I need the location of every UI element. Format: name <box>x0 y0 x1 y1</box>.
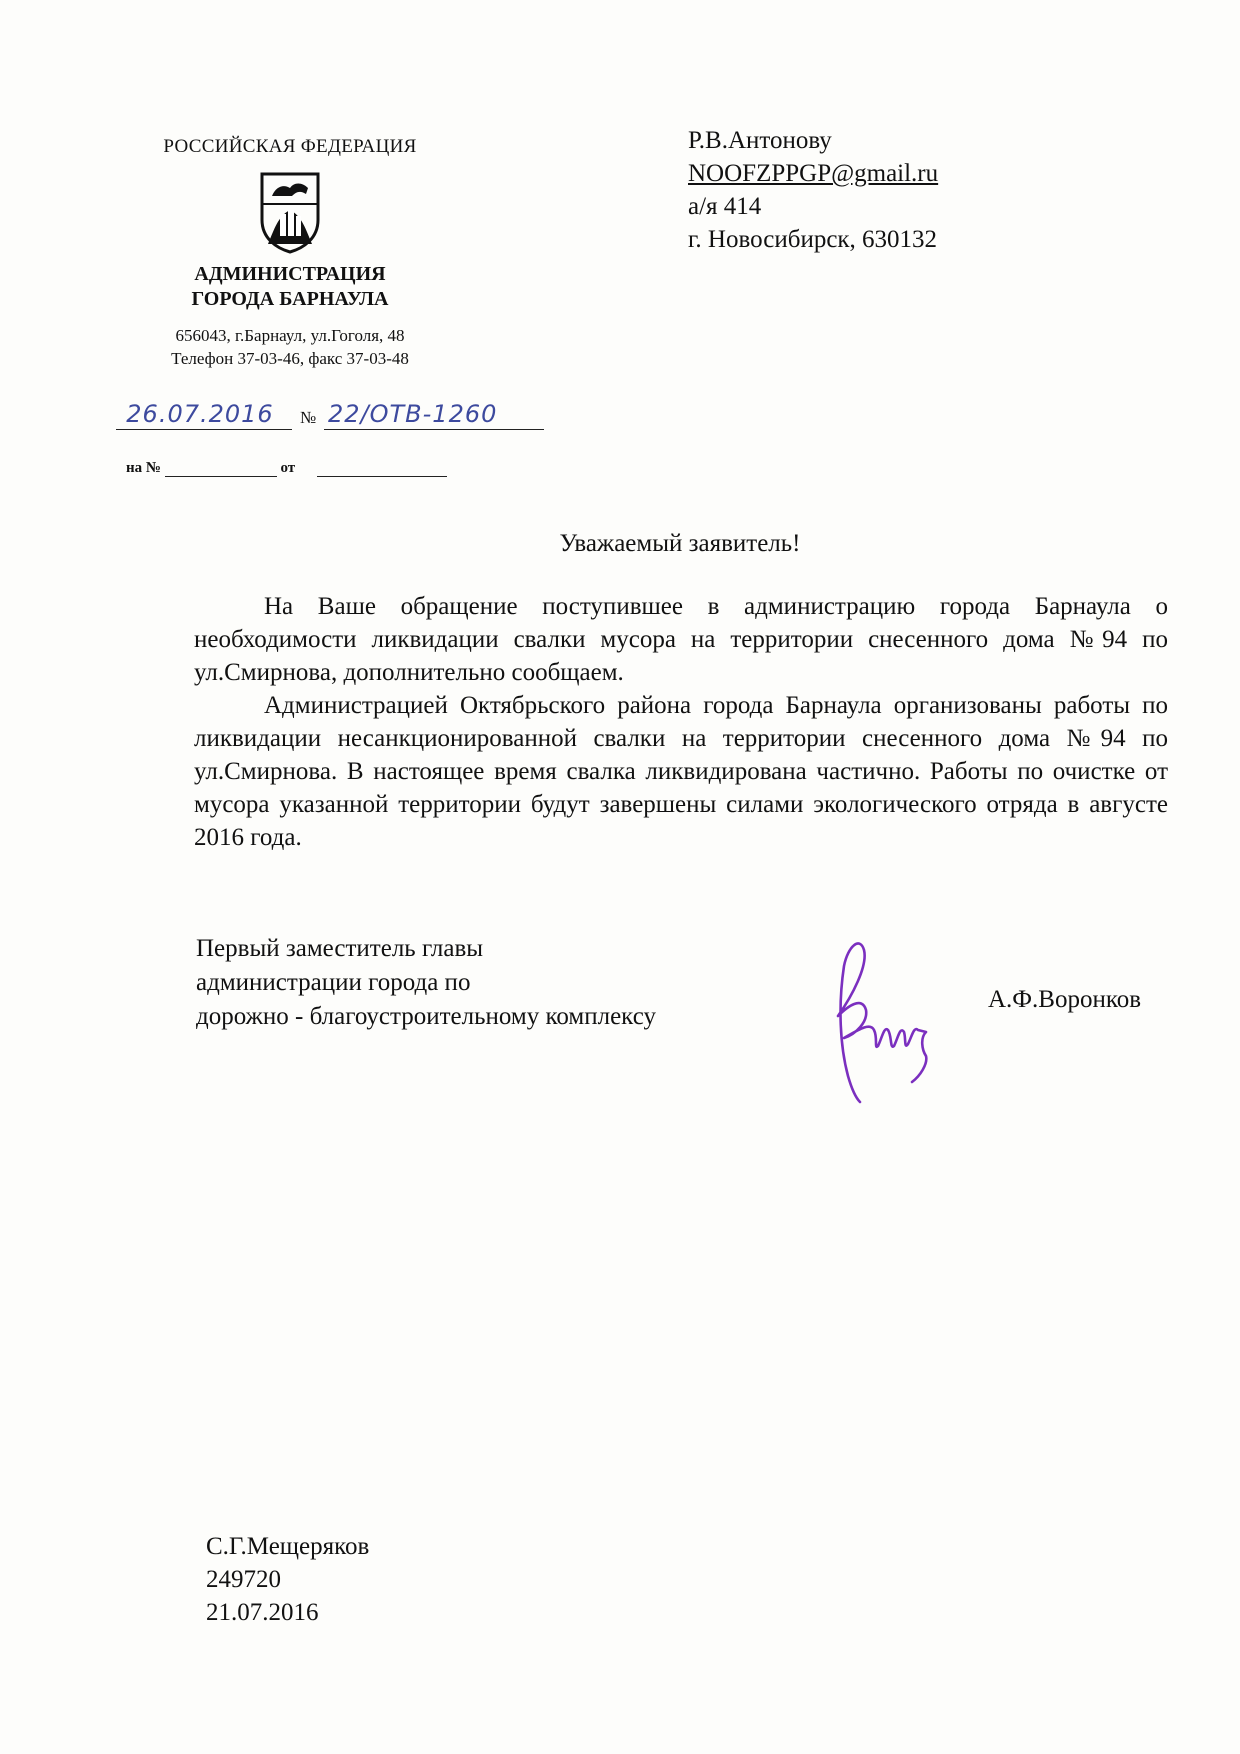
signatory-line: Первый заместитель главы <box>196 935 484 962</box>
executor-date: 21.07.2016 <box>206 1599 319 1626</box>
barnaul-coat-of-arms-icon <box>258 170 322 254</box>
number-sign: № <box>300 408 317 427</box>
recipient-email[interactable]: NOOFZPPGP@gmail.ru <box>688 160 939 187</box>
reference-from-label: от <box>280 460 296 476</box>
letterhead <box>120 136 460 370</box>
address-line: 656043, г.Барнаул, ул.Гоголя, 48 <box>175 326 405 345</box>
signatory-position <box>196 932 656 1034</box>
executor-phone: 249720 <box>206 1566 281 1593</box>
body-paragraph: На Ваше обращение поступившее в администрацию города Барнаула о необходимости ликвидации свалки мусора на территории снесенного дома №94 по ул.Смирнова, дополнительно сообщаем. <box>194 593 1168 686</box>
reference-no-label: на № <box>126 460 161 476</box>
registration-date: 26.07.2016 <box>126 400 274 428</box>
executor-block <box>206 1530 369 1629</box>
admin-title-line2: ГОРОДА БАРНАУЛА <box>191 288 389 310</box>
admin-title-line1: АДМИНИСТРАЦИЯ <box>194 263 386 285</box>
body-paragraph: Администрацией Октябрьского района города Барнаула организованы работы по ликвидации несанкционированной свалки на территории снесенного дома №94 по ул.Смирнова. В настоящее время свалка ликвидирована частично. Работы по очистке от мусора указанной территории будут завершены силами экологического отряда в августе 2016 года. <box>194 692 1168 851</box>
recipient-block <box>688 124 938 256</box>
registration-line <box>116 400 536 434</box>
registration-number: 22/ОТВ-1260 <box>328 400 498 428</box>
signer-name: А.Ф.Воронков <box>988 986 1142 1013</box>
recipient-po-box: а/я 414 <box>688 193 762 220</box>
reference-line <box>126 460 486 477</box>
signatory-line: дорожно - благоустроительному комплексу <box>196 1003 656 1030</box>
reference-no-blank <box>165 462 277 477</box>
reference-from-blank <box>317 462 447 477</box>
number-underline <box>324 429 544 430</box>
phone-fax-line: Телефон 37-03-46, факс 37-03-48 <box>171 349 409 368</box>
date-underline <box>116 429 292 430</box>
country-name: РОССИЙСКАЯ ФЕДЕРАЦИЯ <box>163 136 417 157</box>
handwritten-signature-icon <box>808 926 938 1106</box>
salutation: Уважаемый заявитель! <box>559 530 801 557</box>
letter-body <box>194 590 1168 854</box>
executor-name: С.Г.Мещеряков <box>206 1533 370 1560</box>
recipient-name: Р.В.Антонову <box>688 127 832 154</box>
signatory-line: администрации города по <box>196 969 471 996</box>
recipient-city: г. Новосибирск, 630132 <box>688 226 938 253</box>
